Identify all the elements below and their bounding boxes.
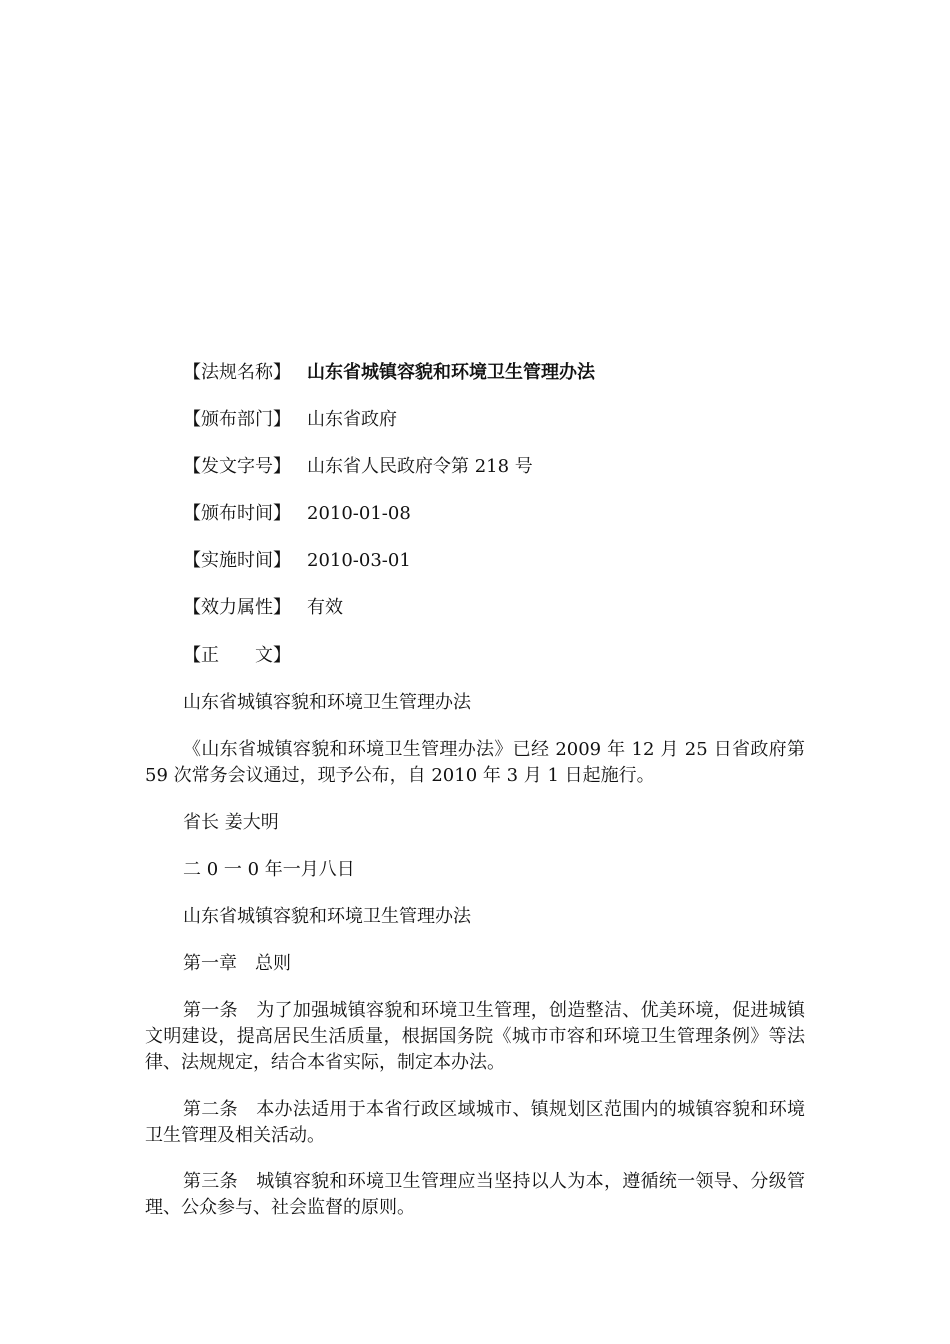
chapter-heading: 第一章 总则 xyxy=(183,953,291,974)
meta-docno-value: 山东省人民政府令第 218 号 xyxy=(307,456,533,477)
meta-docno-label: 【发文字号】 xyxy=(183,456,291,477)
meta-title-value: 山东省城镇容貌和环境卫生管理办法 xyxy=(307,362,595,383)
meta-dept-row xyxy=(183,407,397,433)
meta-issued-row xyxy=(183,501,411,527)
meta-docno-row xyxy=(183,454,533,480)
regulation-heading: 山东省城镇容貌和环境卫生管理办法 xyxy=(183,906,471,927)
meta-status-row xyxy=(183,595,343,621)
meta-body-label: 【正 文】 xyxy=(183,645,291,666)
meta-status-label: 【效力属性】 xyxy=(183,597,291,618)
date-line: 二 0 一 0 年一月八日 xyxy=(183,859,355,880)
meta-effective-row xyxy=(183,548,411,574)
meta-issued-label: 【颁布时间】 xyxy=(183,503,291,524)
meta-title-label: 【法规名称】 xyxy=(183,362,291,383)
meta-issued-value: 2010-01-08 xyxy=(307,503,411,524)
body-heading: 山东省城镇容貌和环境卫生管理办法 xyxy=(183,692,471,713)
article-1: 第一条 为了加强城镇容貌和环境卫生管理，创造整洁、优美环境，促进城镇文明建设，提高居民生活质量，根据国务院《城市市容和环境卫生管理条例》等法律、法规规定，结合本省实际，制定本办法。 xyxy=(145,1000,805,1073)
meta-dept-value: 山东省政府 xyxy=(307,409,397,430)
signer-line: 省长 姜大明 xyxy=(183,812,279,833)
meta-body-row xyxy=(183,643,307,669)
article-3: 第三条 城镇容貌和环境卫生管理应当坚持以人为本，遵循统一领导、分级管理、公众参与、社会监督的原则。 xyxy=(145,1171,805,1218)
meta-title-row xyxy=(183,360,595,386)
meta-status-value: 有效 xyxy=(307,597,343,618)
meta-dept-label: 【颁布部门】 xyxy=(183,409,291,430)
meta-effective-value: 2010-03-01 xyxy=(307,550,411,571)
announcement-paragraph: 《山东省城镇容貌和环境卫生管理办法》已经 2009 年 12 月 25 日省政府第 59 次常务会议通过，现予公布，自 2010 年 3 月 1 日起施行。 xyxy=(145,739,805,786)
meta-effective-label: 【实施时间】 xyxy=(183,550,291,571)
article-2: 第二条 本办法适用于本省行政区域城市、镇规划区范围内的城镇容貌和环境卫生管理及相关活动。 xyxy=(145,1099,805,1146)
